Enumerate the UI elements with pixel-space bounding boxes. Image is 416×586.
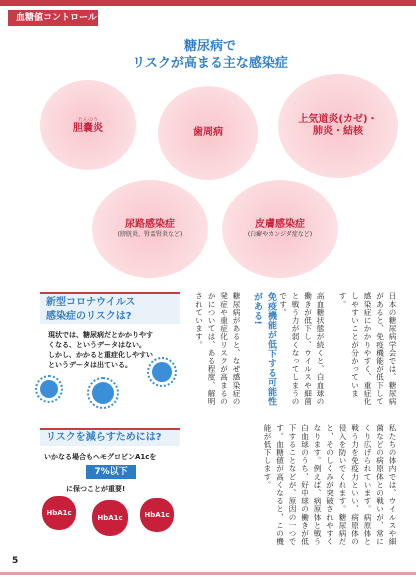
bubble-respiratory	[278, 74, 398, 178]
corona-heading-line-2: 感染症のリスクは?	[46, 311, 132, 322]
corona-text-line-1: 現状では、糖尿病だとかかりやす	[48, 331, 153, 339]
title-line-2: リスクが高まる主な感染症	[132, 56, 288, 71]
risk-text-line-2: に保つことが重要!	[66, 485, 126, 493]
page-title	[130, 38, 290, 72]
vertical-text-bottom: 私たちの体内では、ウイルスや細菌などの病原体との戦いが、常にくり広げられています。病原体と戦う力を免疫力といい、病原体の侵入を防いでくれます。糖尿病だと、そのしくみが突破されやすくなります。例えば、病原体と戦う白血球のうち、好中球の働きが低下することなどが、原因の一つです。血糖値が高くなると、この機能が低下します。	[263, 424, 397, 546]
bubble-label: 胆嚢炎	[73, 122, 103, 134]
bubble-sub: (白癬やカンジダ症など)	[247, 231, 313, 238]
hba1c-drop-label: HbA1c	[144, 511, 170, 519]
virus-icon	[40, 380, 58, 398]
bottom-accent-bar	[0, 572, 416, 575]
bubble-ruby: たんのう	[77, 116, 98, 123]
bubble-cholecystitis	[40, 80, 136, 170]
vertical-heading: 免疫機能が低下する可能性がある!	[252, 292, 276, 406]
corona-text-line-4: というデータは出ている。	[48, 361, 132, 369]
risk-text-line-1: いかなる場合もヘモグロビンA1cを	[44, 453, 157, 461]
risk-heading: リスクを減らすためには?	[40, 428, 180, 446]
bubble-skin	[222, 180, 338, 278]
corona-heading-line-1: 新型コロナウイルス	[46, 297, 136, 308]
hba1c-drop	[42, 496, 76, 530]
corona-heading	[40, 292, 180, 324]
bubble-label: 歯周病	[193, 127, 223, 138]
bubble-label: 尿路感染症	[125, 219, 175, 230]
corona-text-line-3: しかし、かかると重症化しやすい	[48, 351, 153, 359]
hba1c-drop	[140, 498, 174, 532]
bubble-periodontal	[158, 86, 258, 180]
bubble-label: 皮膚感染症	[255, 219, 305, 230]
bubble-label: 上気道炎(カゼ)・	[298, 114, 378, 125]
bubble-sub: (膀胱炎、腎盂腎炎など)	[117, 231, 183, 238]
virus-icon	[92, 382, 114, 404]
vertical-text-right-top: 日本の糖尿病学会では、糖尿病があると、免疫機能が低下して感染症にかかりやすく、重症化しやすいことが分かっています。	[338, 292, 397, 406]
top-accent-bar	[0, 0, 416, 6]
corona-text-line-2: くなる、というデータはない。	[48, 341, 146, 349]
vertical-text-mid-top: 高血糖状態が続くと、白血球の働きが低下し、ウイルスや細菌と戦う力が弱くなってしまうのです。	[278, 292, 325, 406]
hba1c-drop-label: HbA1c	[46, 509, 72, 517]
title-line-1: 糖尿病で	[183, 39, 236, 54]
bubble-urinary	[92, 180, 208, 278]
hba1c-drop-label: HbA1c	[97, 514, 123, 522]
virus-icon	[152, 362, 172, 382]
vertical-text-left-top: 糖尿病があると、なぜ感染症の発症や重症化リスクが高まるのかについては、ある程度、解明されています。	[194, 292, 241, 406]
section-tag: 血糖値コントロール	[8, 10, 98, 26]
bubble-label-2: 肺炎・結核	[313, 126, 363, 137]
risk-badge: 7%以下	[86, 465, 136, 479]
page-number: 5	[12, 556, 19, 566]
hba1c-drop	[92, 500, 128, 536]
